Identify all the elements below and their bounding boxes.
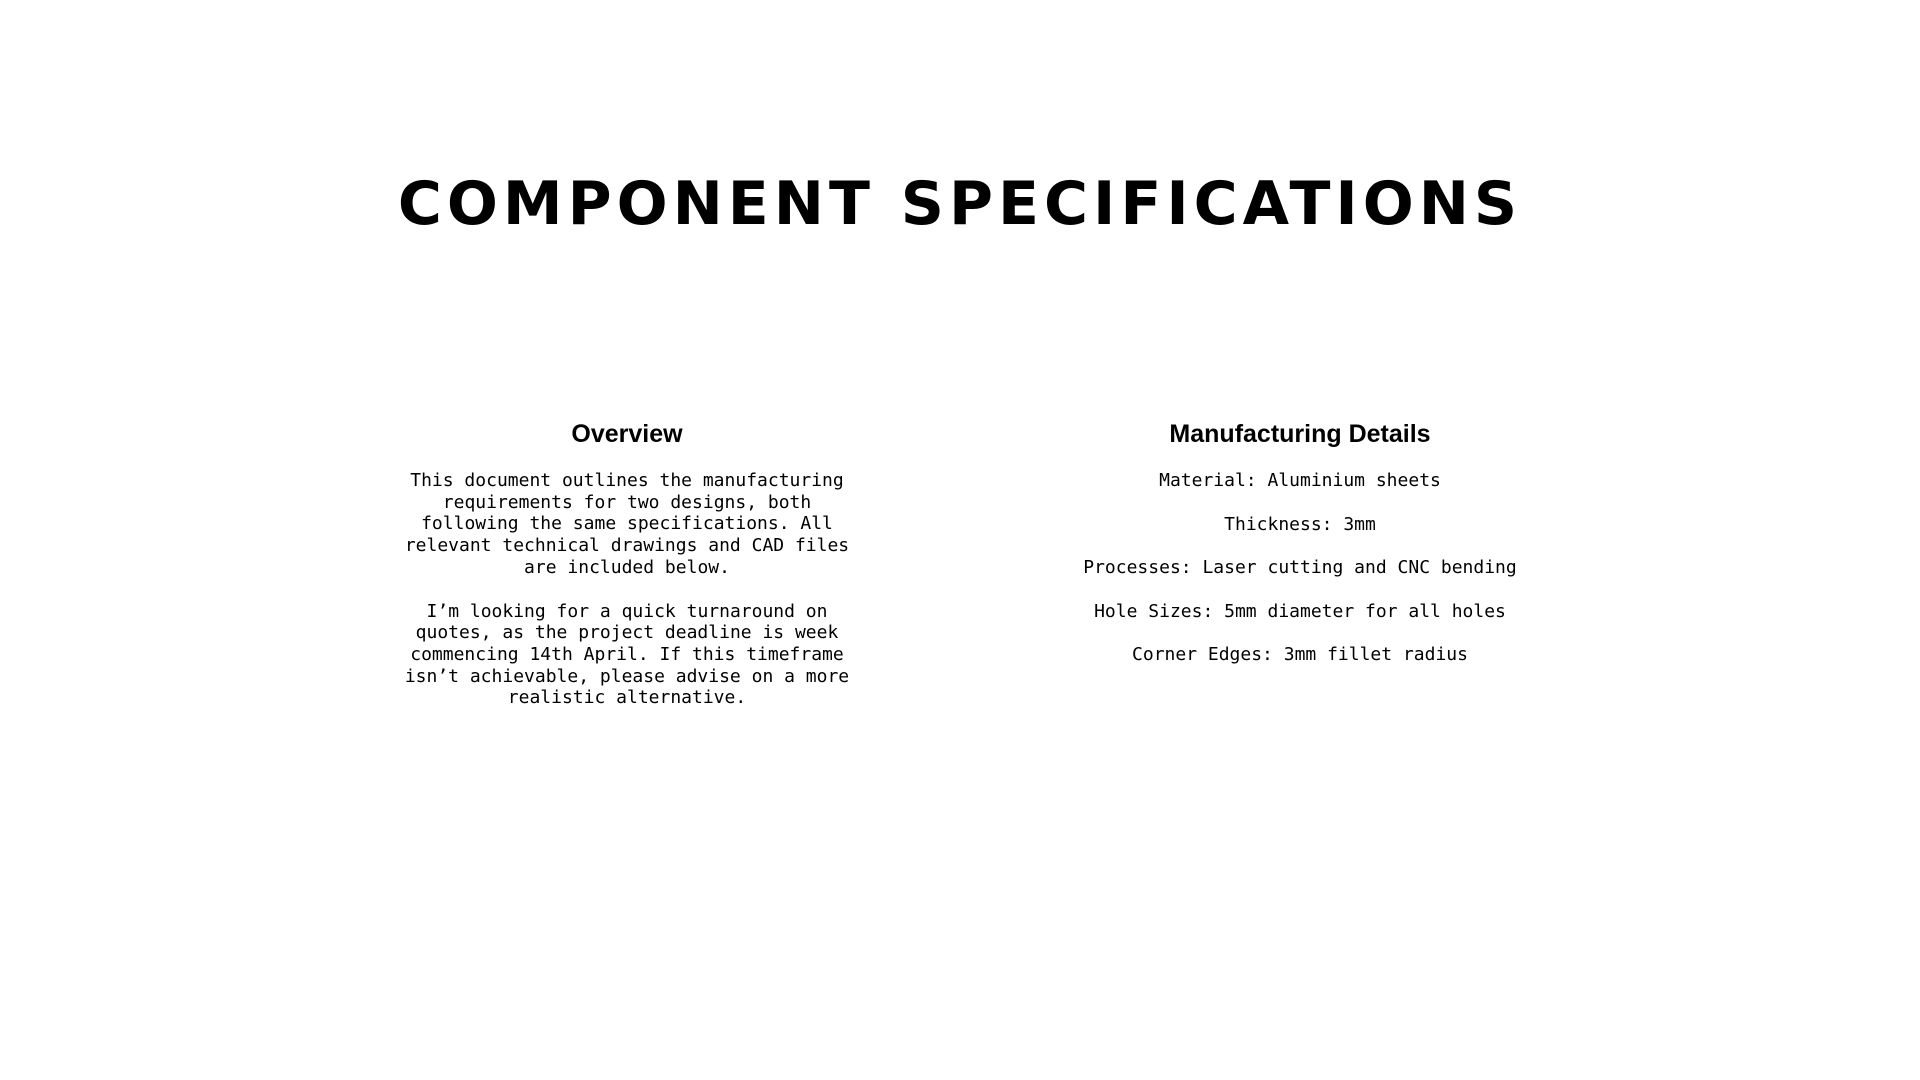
page-title: COMPONENT SPECIFICATIONS: [397, 169, 1523, 239]
detail-material: Material: Aluminium sheets: [1159, 470, 1441, 491]
detail-processes: Processes: Laser cutting and CNC bending: [1083, 557, 1517, 578]
manufacturing-details-section: [1000, 418, 1600, 688]
overview-heading: Overview: [571, 420, 683, 448]
detail-thickness: Thickness: 3mm: [1224, 513, 1376, 535]
overview-paragraph: This document outlines the manufacturing requirements for two designs, both following the same specifications. All relevant technical drawings and CAD files are included below.: [404, 470, 850, 578]
detail-corner-edges: Corner Edges: 3mm fillet radius: [1132, 644, 1468, 665]
overview-paragraph: I’m looking for a quick turnaround on quotes, as the project deadline is week commencing 14th April. If this timeframe isn’t achievable, please advise on a more realistic alternative.: [404, 600, 850, 709]
detail-hole-sizes: Hole Sizes: 5mm diameter for all holes: [1094, 600, 1506, 622]
manufacturing-details-heading: Manufacturing Details: [1169, 420, 1431, 448]
overview-section: [327, 418, 927, 731]
